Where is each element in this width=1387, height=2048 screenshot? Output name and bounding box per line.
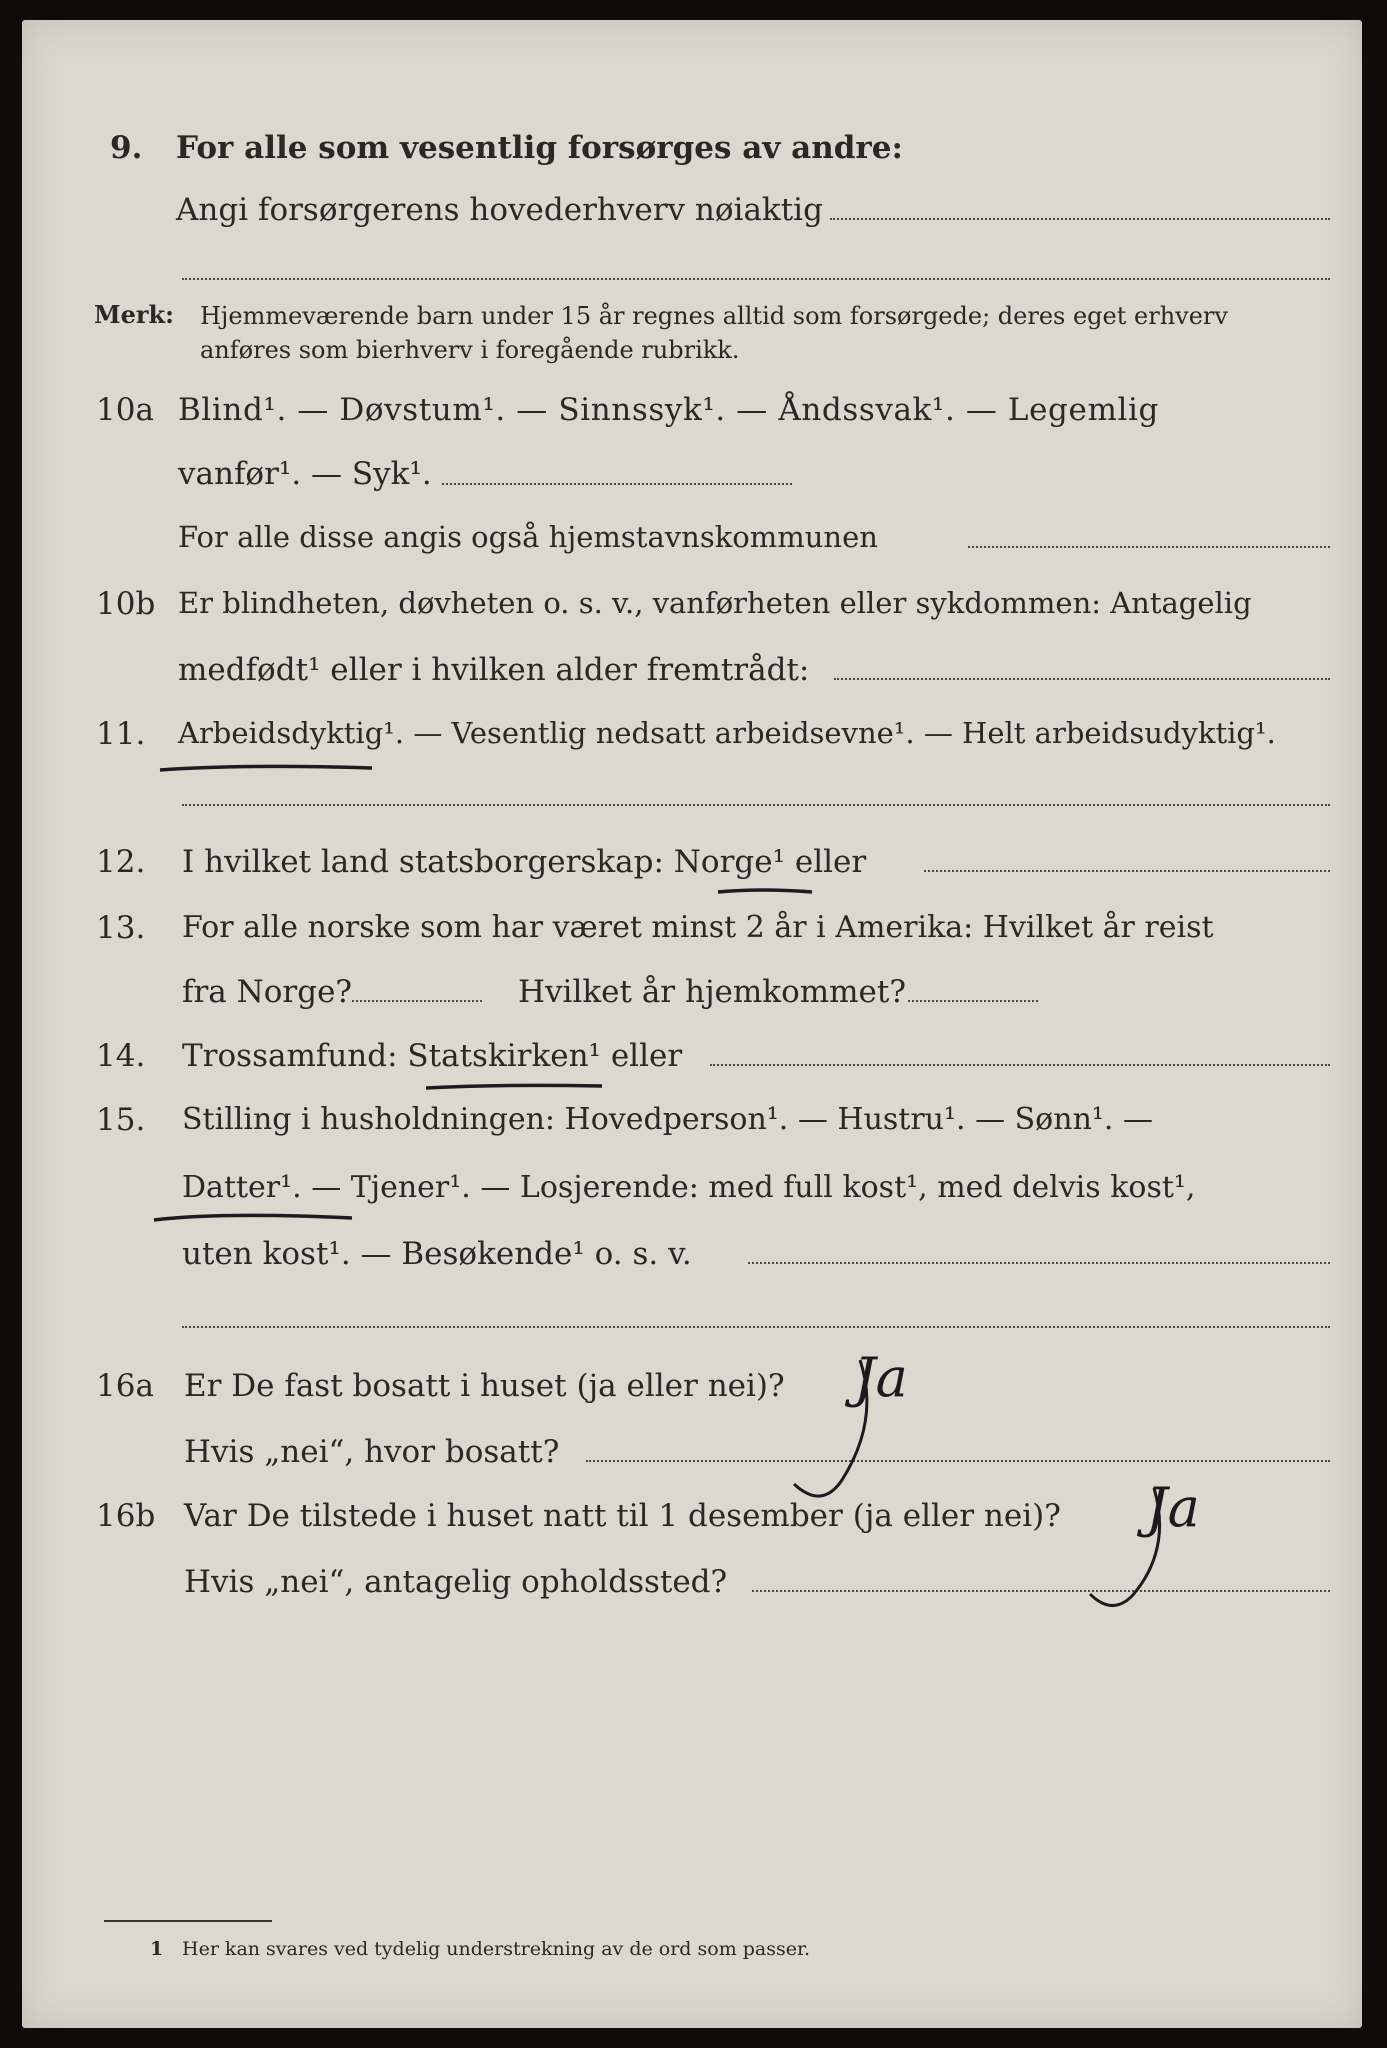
q13-hjemkommet-line[interactable] (908, 1000, 1038, 1002)
footnote-text: Her kan svares ved tydelig understrekning av de ord som passer. (182, 1938, 811, 1960)
q16a-question: Er De fast bosatt i huset (ja eller nei)? (184, 1368, 785, 1404)
q10a-number: 10a (96, 392, 154, 428)
q12-answer-line[interactable] (924, 870, 1330, 872)
q13-number: 13. (96, 910, 146, 946)
q13-reist-line[interactable] (352, 1000, 482, 1002)
q14-answer-line[interactable] (710, 1064, 1330, 1066)
q9-answer-line-2[interactable] (182, 278, 1330, 280)
q10b-answer-line[interactable] (834, 678, 1330, 680)
q16a-number: 16a (96, 1368, 154, 1404)
q10a-hjemstavn-line[interactable] (968, 546, 1330, 548)
census-form-page (22, 20, 1362, 2028)
underline-norge (718, 890, 812, 892)
q15-options-line1: Stilling i husholdningen: Hovedperson¹. — Hustru¹. — Sønn¹. — (182, 1102, 1153, 1137)
q12-question: I hvilket land statsborgerskap: Norge¹ eller (182, 844, 867, 880)
q16b-handwritten-answer: Ja (1146, 1476, 1200, 1539)
q13-question-hjemkommet: Hvilket år hjemkommet? (518, 974, 906, 1010)
q15-answer-line-2[interactable] (182, 1326, 1330, 1328)
q15-answer-line[interactable] (748, 1262, 1330, 1264)
q9-question: Angi forsørgerens hovederhverv nøiaktig (176, 192, 823, 228)
q14-number: 14. (96, 1038, 146, 1074)
underline-statskirken (426, 1085, 602, 1088)
q11-options: Arbeidsdyktig¹. — Vesentlig nedsatt arbeidsevne¹. — Helt arbeidsudyktig¹. (178, 716, 1276, 750)
underline-arbeidsdyktig (160, 766, 372, 770)
q11-number: 11. (96, 716, 146, 752)
q16b-question: Var De tilstede i huset natt til 1 desember (ja eller nei)? (184, 1498, 1061, 1534)
merk-label: Merk: (94, 300, 174, 329)
underline-datter (154, 1215, 352, 1220)
q15-options-line2: Datter¹. — Tjener¹. — Losjerende: med full kost¹, med delvis kost¹, (182, 1170, 1196, 1205)
q13-question-reist: fra Norge? (182, 974, 353, 1010)
q14-question: Trossamfund: Statskirken¹ eller (182, 1038, 683, 1074)
q16a-handwritten-answer: Ja (854, 1346, 908, 1409)
q9-number: 9. (110, 130, 143, 166)
q16b-followup-line[interactable] (752, 1590, 1330, 1592)
q16a-followup: Hvis „nei“, hvor bosatt? (184, 1434, 560, 1470)
q10a-options-line2: vanfør¹. — Syk¹. (178, 456, 432, 492)
merk-text-line1: Hjemmeværende barn under 15 år regnes alltid som forsørgede; deres eget erhverv (200, 302, 1228, 330)
q13-question-line1: For alle norske som har været minst 2 år i Amerika: Hvilket år reist (182, 910, 1214, 945)
q9-answer-line[interactable] (830, 218, 1330, 220)
q10b-question-line1: Er blindheten, døvheten o. s. v., vanførheten eller sykdommen: Antagelig (178, 586, 1252, 620)
q16a-followup-line[interactable] (586, 1460, 1330, 1462)
q10b-question-line2: medfødt¹ eller i hvilken alder fremtrådt: (178, 652, 810, 688)
q15-number: 15. (96, 1102, 146, 1138)
merk-text-line2: anføres som bierhverv i foregående rubrikk. (200, 336, 740, 364)
q9-heading: For alle som vesentlig forsørges av andre: (176, 130, 903, 166)
footnote-mark: 1 (150, 1938, 164, 1960)
q11-answer-line[interactable] (182, 804, 1330, 806)
q10a-hjemstavn-question: For alle disse angis også hjemstavnskommunen (178, 520, 878, 554)
q16b-number: 16b (96, 1498, 156, 1534)
q10a-syk-line[interactable] (442, 483, 792, 485)
q10a-options-line1: Blind¹. — Døvstum¹. — Sinnssyk¹. — Åndssvak¹. — Legemlig (178, 392, 1159, 428)
q10b-number: 10b (96, 586, 156, 622)
footnote-rule (104, 1920, 272, 1922)
q15-options-line3: uten kost¹. — Besøkende¹ o. s. v. (182, 1236, 692, 1272)
q16b-followup: Hvis „nei“, antagelig opholdssted? (184, 1564, 728, 1600)
q12-number: 12. (96, 844, 146, 880)
